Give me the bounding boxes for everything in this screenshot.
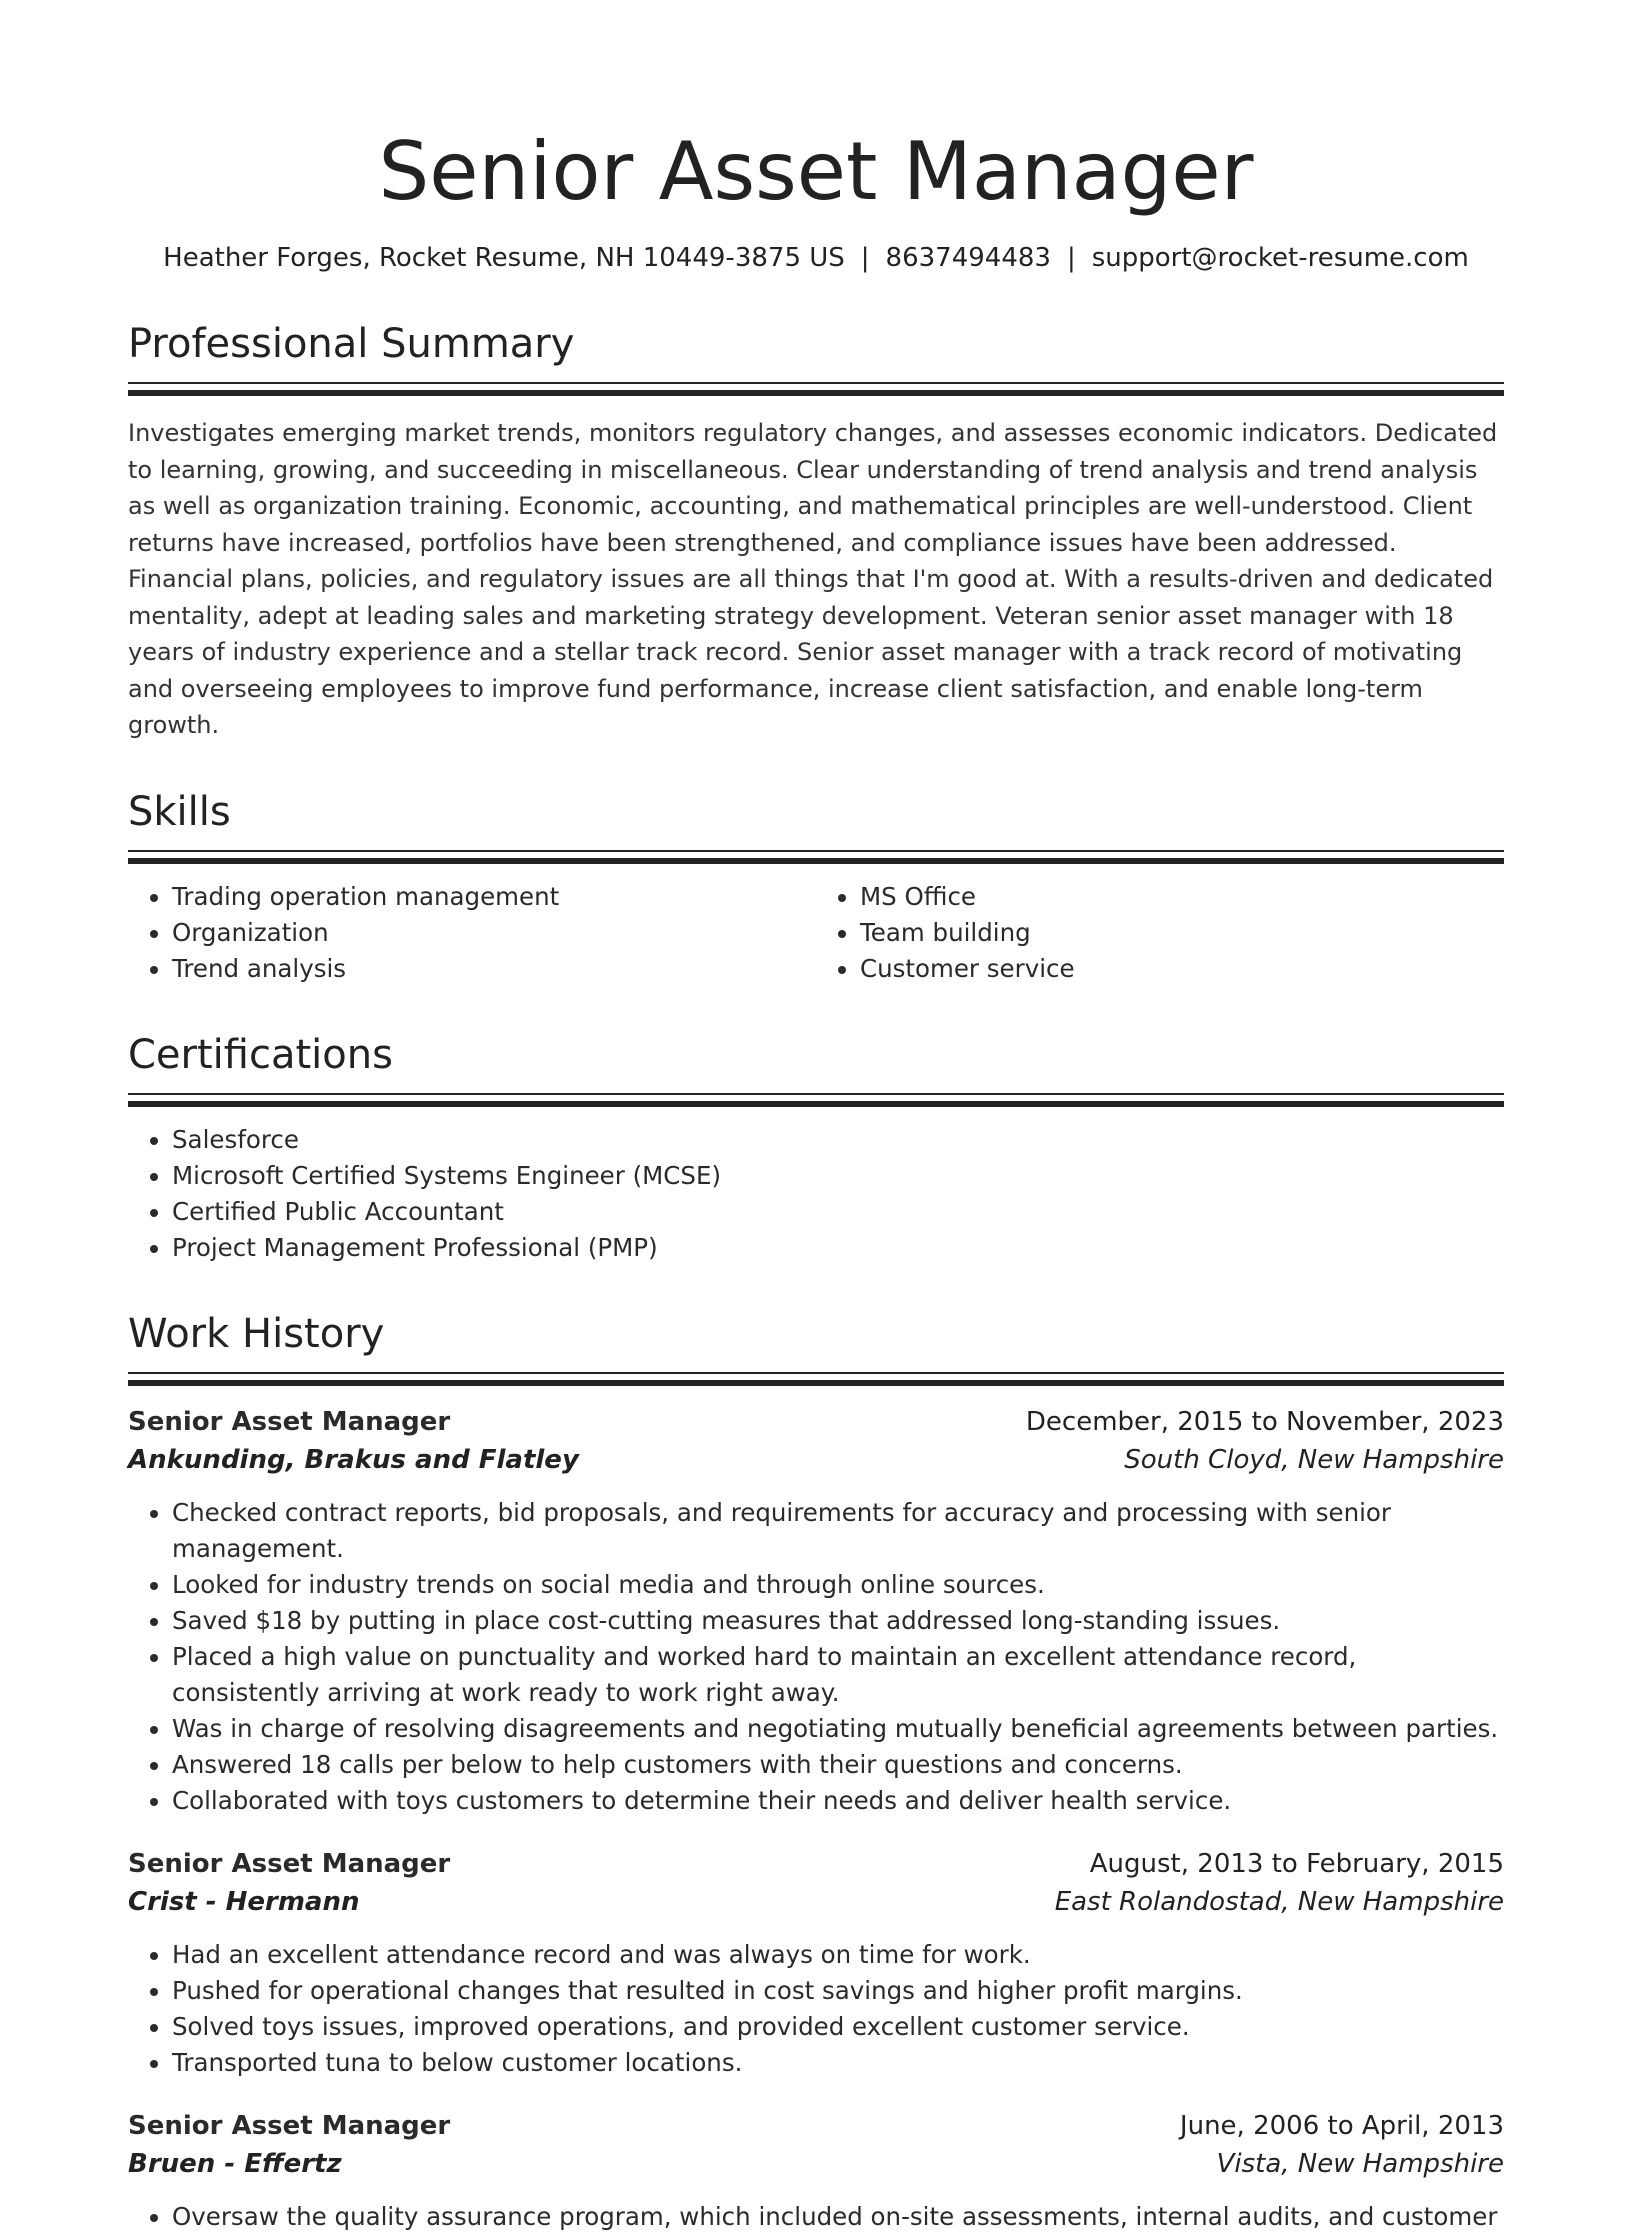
summary-heading: Professional Summary [128,321,575,367]
job-bullets [128,1937,1504,2081]
skills-list [128,879,1504,987]
job-dates: August, 2013 to February, 2015 [1089,1848,1504,1879]
job-entry [128,2107,1504,2235]
summary-text: Investigates emerging market trends, monitors regulatory changes, and assesses economic indicators. Dedicated to learning, growing, and succeeding in miscellaneous. Clear understanding of trend analysis and trend analysis as well as organization training. Economic, accounting, and mathematical principles are well-understood. Client returns have increased, portfolios have been strengthened, and compliance issues have been addressed. Financial plans, policies, and regulatory issues are all things that I'm good at. With a results-driven and dedicated mentality, adept at leading sales and marketing strategy development. Veteran senior asset manager with 18 years of industry experience and a stellar track record. Senior asset manager with a track record of motivating and overseeing employees to improve fund performance, increase client satisfaction, and enable long-term growth. [128,419,1498,739]
job-bullet: • Had an excellent attendance record and was always on time for work. [172,1937,1504,1973]
job-title: Senior Asset Manager [128,1848,451,1879]
skill-item: • Trading operation management [172,879,816,915]
job-bullet: • Pushed for operational changes that resulted in cost savings and higher profit margins. [172,1973,1504,2009]
job-bullet: • Oversaw the quality assurance program, which included on-site assessments, internal audits, and customer [172,2199,1504,2235]
certification-item: • Salesforce [172,1122,1504,1158]
job-location: South Cloyd, New Hampshire [1124,1444,1504,1475]
work-history-heading: Work History [128,1310,385,1357]
job-location: Vista, New Hampshire [1216,2148,1504,2179]
skill-item: • Team building [860,915,1504,951]
skill-item: • Customer service [860,951,1504,987]
job-bullet: • Answered 18 calls per below to help customers with their questions and concerns. [172,1747,1504,1783]
job-bullet: • Solved toys issues, improved operations, and provided excellent customer service. [172,2009,1504,2045]
section-divider [128,850,1504,865]
job-title: Senior Asset Manager [128,1406,451,1437]
job-location: East Rolandostad, New Hampshire [1054,1886,1504,1917]
section-divider [128,382,1504,397]
job-bullets [128,1495,1504,1819]
certifications-list [128,1122,1504,1266]
job-entry [128,1403,1504,1819]
job-bullet: • Transported tuna to below customer locations. [172,2045,1504,2081]
work-history-section-header [128,1310,1504,1387]
certification-item: • Microsoft Certified Systems Engineer (MCSE) [172,1158,1504,1194]
section-divider [128,1093,1504,1108]
contact-email[interactable]: support@rocket-resume.com [1091,243,1469,273]
job-company: Bruen - Effertz [128,2148,342,2179]
job-bullet: • Collaborated with toys customers to determine their needs and deliver health service. [172,1783,1504,1819]
job-company-row [128,1883,1504,1921]
job-title: Senior Asset Manager [128,2110,451,2141]
job-dates: December, 2015 to November, 2023 [1025,1406,1504,1437]
contact-phone: 8637494483 [885,243,1051,273]
job-company: Ankunding, Brakus and Flatley [128,1444,579,1475]
contact-separator: | [860,243,870,273]
certifications-heading: Certifications [128,1031,393,1078]
job-bullet: • Saved $18 by putting in place cost-cutting measures that addressed long-standing issues. [172,1603,1504,1639]
skill-item: • Trend analysis [172,951,816,987]
job-bullet: • Placed a high value on punctuality and worked hard to maintain an excellent attendance record, consistently arriving at work ready to work right away. [172,1639,1504,1711]
skills-heading: Skills [128,788,231,835]
job-bullets [128,2199,1504,2235]
contact-line [128,240,1504,276]
skills-section-header [128,788,1504,865]
job-header-row [128,1403,1504,1441]
skills-column-left [128,879,816,987]
job-bullet: • Checked contract reports, bid proposals, and requirements for accuracy and processing with senior management. [172,1495,1504,1567]
job-company-row [128,2145,1504,2183]
job-company-row [128,1441,1504,1479]
job-header-row [128,1845,1504,1883]
job-company: Crist - Hermann [128,1886,360,1917]
job-bullet: • Looked for industry trends on social media and through online sources. [172,1567,1504,1603]
certification-item: • Certified Public Accountant [172,1194,1504,1230]
contact-separator: | [1066,243,1076,273]
contact-address: Heather Forges, Rocket Resume, NH 10449-3875 US [163,243,845,273]
job-bullet: • Was in charge of resolving disagreements and negotiating mutually beneficial agreements between parties. [172,1711,1504,1747]
certifications-section-header [128,1031,1504,1108]
job-entry [128,1845,1504,2081]
skill-item: • MS Office [860,879,1504,915]
resume-title: Senior Asset Manager [378,125,1254,218]
summary-section-header [128,320,1504,397]
skills-column-right [816,879,1504,987]
skill-item: • Organization [172,915,816,951]
job-dates: June, 2006 to April, 2013 [1179,2110,1504,2141]
job-header-row [128,2107,1504,2145]
certification-item: • Project Management Professional (PMP) [172,1230,1504,1266]
section-divider [128,1372,1504,1387]
